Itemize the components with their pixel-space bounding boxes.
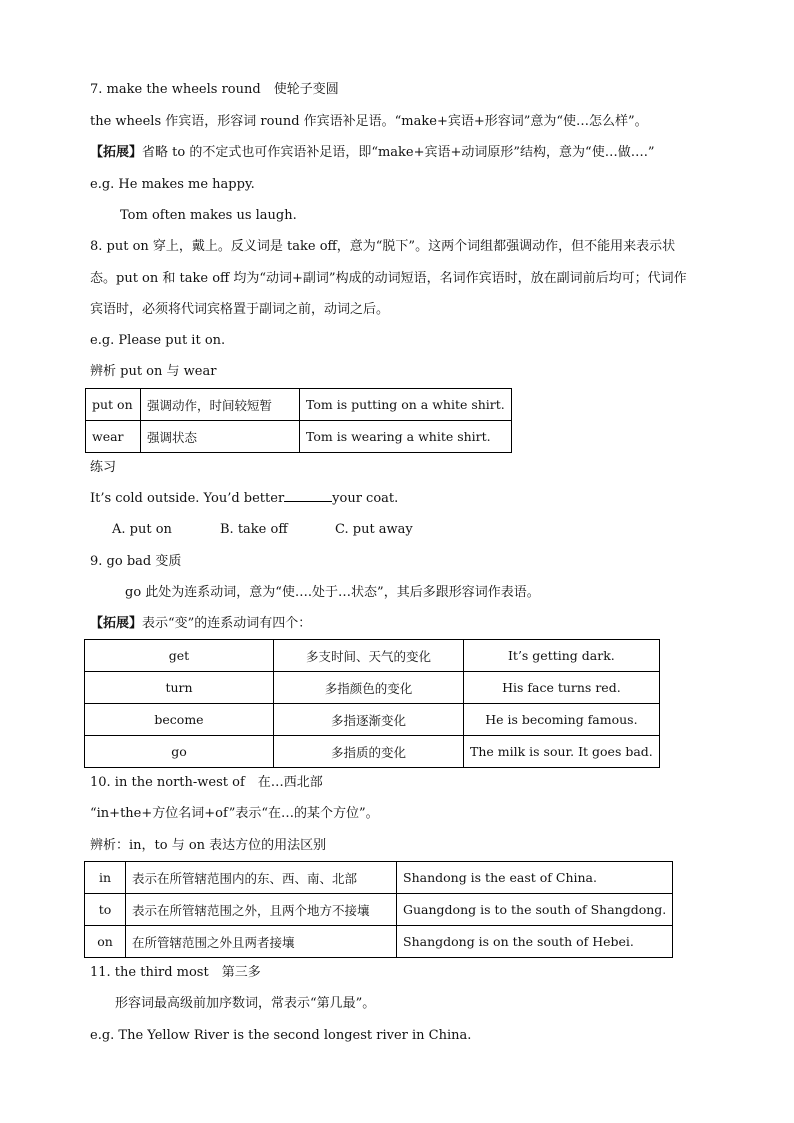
section-8-line-3: 宾语时，必须将代词宾格置于副词之前，动词之后。 — [90, 302, 390, 317]
table-row — [86, 389, 512, 421]
table-cell: become — [85, 704, 274, 736]
section-11-example: e.g. The Yellow River is the second longest river in China. — [90, 1028, 472, 1043]
table-row — [85, 736, 660, 768]
section-10-analysis-title: 辨析：in，to 与 on 表达方位的用法区别 — [90, 838, 327, 853]
section-8-line-2: 态。put on 和 take off 均为“动词+副词”构成的动词短语，名词作宾语时，放在副词前后均可；代词作 — [90, 271, 687, 286]
table-cell: to — [85, 894, 126, 926]
section-7-extension — [90, 143, 654, 163]
section-9-title: 9. go bad 变质 — [90, 554, 182, 569]
section-10-title: 10. in the north-west of 在…西北部 — [90, 775, 323, 790]
table-cell: turn — [85, 672, 274, 704]
table-row — [86, 421, 512, 453]
table-cell: Guangdong is to the south of Shangdong. — [397, 894, 673, 926]
table-cell: 多支时间、天气的变化 — [274, 640, 464, 672]
table-cell: 多指颜色的变化 — [274, 672, 464, 704]
option-b: B. take off — [220, 522, 288, 537]
table-cell: on — [85, 926, 126, 958]
section-8-analysis-title: 辨析 put on 与 wear — [90, 364, 217, 379]
table-cell: put on — [86, 389, 141, 421]
table-row — [85, 862, 673, 894]
table-cell: Tom is wearing a white shirt. — [300, 421, 512, 453]
table-cell: 多指逐渐变化 — [274, 704, 464, 736]
extension-label: 【拓展】 — [90, 145, 143, 160]
linking-verbs-table — [84, 639, 660, 768]
table-cell: go — [85, 736, 274, 768]
table-cell: The milk is sour. It goes bad. — [464, 736, 660, 768]
question-text-start: It’s cold outside. You’d better — [90, 491, 285, 506]
table-cell: It’s getting dark. — [464, 640, 660, 672]
section-7-explanation: the wheels 作宾语，形容词 round 作宾语补足语。“make+宾语+形容词”意为“使…怎么样”。 — [90, 114, 648, 129]
table-cell: He is becoming famous. — [464, 704, 660, 736]
put-on-wear-table — [85, 388, 512, 453]
section-11-title: 11. the third most 第三多 — [90, 965, 261, 980]
extension-text: 表示“变”的连系动词有四个： — [142, 616, 312, 631]
table-cell: 表示在所管辖范围之外，且两个地方不接壤 — [126, 894, 397, 926]
practice-question — [90, 489, 398, 509]
table-cell: 在所管辖范围之外且两者接壤 — [126, 926, 397, 958]
section-8-line-1: 8. put on 穿上，戴上。反义词是 take off，意为“脱下”。这两个词组都强调动作，但不能用来表示状 — [90, 239, 676, 254]
option-a: A. put on — [112, 522, 172, 537]
section-7-example-2: Tom often makes us laugh. — [120, 208, 297, 223]
practice-label: 练习 — [90, 460, 117, 475]
option-c: C. put away — [335, 522, 413, 537]
table-row — [85, 894, 673, 926]
table-row — [85, 640, 660, 672]
answer-blank — [284, 489, 332, 502]
table-cell: 表示在所管辖范围内的东、西、南、北部 — [126, 862, 397, 894]
table-cell: Tom is putting on a white shirt. — [300, 389, 512, 421]
extension-label: 【拓展】 — [90, 616, 143, 631]
table-cell: wear — [86, 421, 141, 453]
section-9-extension — [90, 614, 311, 634]
section-11-explanation: 形容词最高级前加序数词，常表示“第几最”。 — [115, 996, 376, 1011]
question-text-end: your coat. — [332, 491, 399, 506]
section-10-explanation: “in+the+方位名词+of”表示“在…的某个方位”。 — [90, 806, 379, 821]
section-7-title: 7. make the wheels round 使轮子变圆 — [90, 82, 339, 97]
table-row — [85, 672, 660, 704]
table-row — [85, 926, 673, 958]
table-cell: get — [85, 640, 274, 672]
table-row — [85, 704, 660, 736]
section-8-example: e.g. Please put it on. — [90, 333, 226, 348]
direction-prepositions-table — [84, 861, 673, 958]
table-cell: 强调状态 — [141, 421, 300, 453]
section-9-explanation: go 此处为连系动词，意为“使….处于…状态”，其后多跟形容词作表语。 — [125, 585, 540, 600]
table-cell: in — [85, 862, 126, 894]
table-cell: Shandong is the east of China. — [397, 862, 673, 894]
table-cell: 强调动作，时间较短暂 — [141, 389, 300, 421]
table-cell: Shangdong is on the south of Hebei. — [397, 926, 673, 958]
section-7-example-1: e.g. He makes me happy. — [90, 177, 255, 192]
table-cell: 多指质的变化 — [274, 736, 464, 768]
table-cell: His face turns red. — [464, 672, 660, 704]
extension-text: 省略 to 的不定式也可作宾语补足语，即“make+宾语+动词原形”结构，意为“使…做….” — [142, 145, 655, 160]
